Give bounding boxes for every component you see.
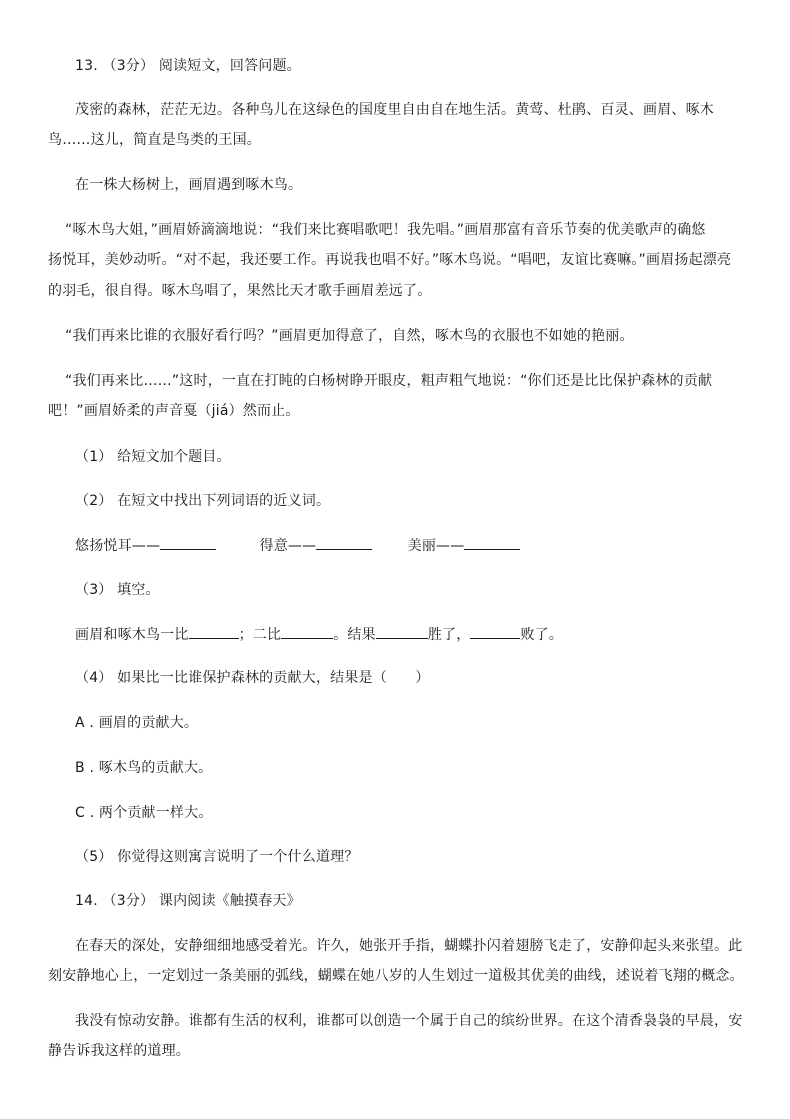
q14-header: 14. （3分） 课内阅读《触摸春天》 — [75, 893, 301, 909]
q13-passage-p5-line1: “我们再来比……”这时，一直在打盹的白杨树睁开眼皮，粗声粗气地说：“你们还是比比保护森林的贡献 — [65, 373, 713, 389]
fill-text-e: 败了。 — [520, 627, 564, 643]
synonym-word-1: 悠扬悦耳—— — [75, 538, 161, 554]
q13-option-b[interactable]: B . 啄木鸟的贡献大。 — [75, 760, 213, 776]
q14-passage-p1-line2: 刻安静地心上，一定划过一条美丽的弧线，蝴蝶在她八岁的人生划过一道极其优美的曲线，述说着飞翔的概念。 — [48, 968, 744, 984]
fill-text-a: 画眉和啄木鸟一比 — [75, 627, 189, 643]
fill-blank-2[interactable] — [281, 624, 333, 639]
q13-passage-p3-line2: 扬悦耳，美妙动听。“对不起，我还要工作。再说我也唱不好。”啄木鸟说。“唱吧，友谊比赛嘛。”画眉扬起漂亮 — [48, 252, 732, 268]
synonym-word-3: 美丽—— — [407, 538, 465, 554]
fill-blank-1[interactable] — [189, 624, 239, 639]
synonym-blank-1[interactable] — [160, 535, 216, 550]
q13-sub1: （1） 给短文加个题目。 — [75, 449, 231, 465]
q13-passage-p3-line1: “啄木鸟大姐，”画眉娇滴滴地说：“我们来比赛唱歌吧！我先唱。”画眉那富有音乐节奏的优美歌声的确悠 — [65, 222, 706, 238]
q13-header: 13. （3分） 阅读短文，回答问题。 — [75, 58, 301, 74]
q13-sub2: （2） 在短文中找出下列词语的近义词。 — [75, 493, 331, 509]
q13-passage-p5-line2: 吧！”画眉娇柔的声音戛（jiá）然而止。 — [48, 403, 300, 419]
q13-synonyms-row — [75, 535, 520, 556]
q13-passage-p1-line1: 茂密的森林，茫茫无边。各种鸟儿在这绿色的国度里自由自在地生活。黄莺、杜鹃、百灵、画眉、啄木 — [75, 102, 714, 118]
q13-option-c[interactable]: C . 两个贡献一样大。 — [75, 805, 213, 821]
synonym-word-2: 得意—— — [259, 538, 317, 554]
fill-blank-4[interactable] — [470, 624, 520, 639]
fill-text-b: ；二比 — [238, 627, 282, 643]
q14-passage-p2-line2: 静告诉我这样的道理。 — [48, 1043, 190, 1059]
q13-option-a[interactable]: A . 画眉的贡献大。 — [75, 715, 199, 731]
q13-passage-p4: “我们再来比谁的衣服好看行吗？”画眉更加得意了，自然，啄木鸟的衣服也不如她的艳丽。 — [65, 328, 634, 344]
q13-passage-p2: 在一株大杨树上，画眉遇到啄木鸟。 — [75, 177, 303, 193]
fill-blank-3[interactable] — [376, 624, 428, 639]
synonym-blank-3[interactable] — [464, 535, 520, 550]
q13-sub5: （5） 你觉得这则寓言说明了一个什么道理？ — [75, 849, 359, 865]
q13-passage-p1-line2: 鸟……这儿，简直是鸟类的王国。 — [48, 132, 261, 148]
synonym-blank-2[interactable] — [316, 535, 372, 550]
q13-fill-row — [75, 624, 563, 645]
fill-text-d: 胜了， — [427, 627, 471, 643]
q13-passage-p3-line3: 的羽毛，很自得。啄木鸟唱了，果然比天才歌手画眉差远了。 — [48, 283, 432, 299]
q14-passage-p1-line1: 在春天的深处，安静细细地感受着光。许久，她张开手指，蝴蝶扑闪着翅膀飞走了，安静仰起头来张望。此 — [75, 938, 743, 954]
q13-sub3: （3） 填空。 — [75, 582, 160, 598]
q13-sub4: （4） 如果比一比谁保护森林的贡献大，结果是（ ） — [75, 670, 430, 686]
q14-passage-p2-line1: 我没有惊动安静。谁都有生活的权利，谁都可以创造一个属于自己的缤纷世界。在这个清香袅袅的早晨，安 — [75, 1013, 743, 1029]
fill-text-c: 。结果 — [333, 627, 376, 643]
